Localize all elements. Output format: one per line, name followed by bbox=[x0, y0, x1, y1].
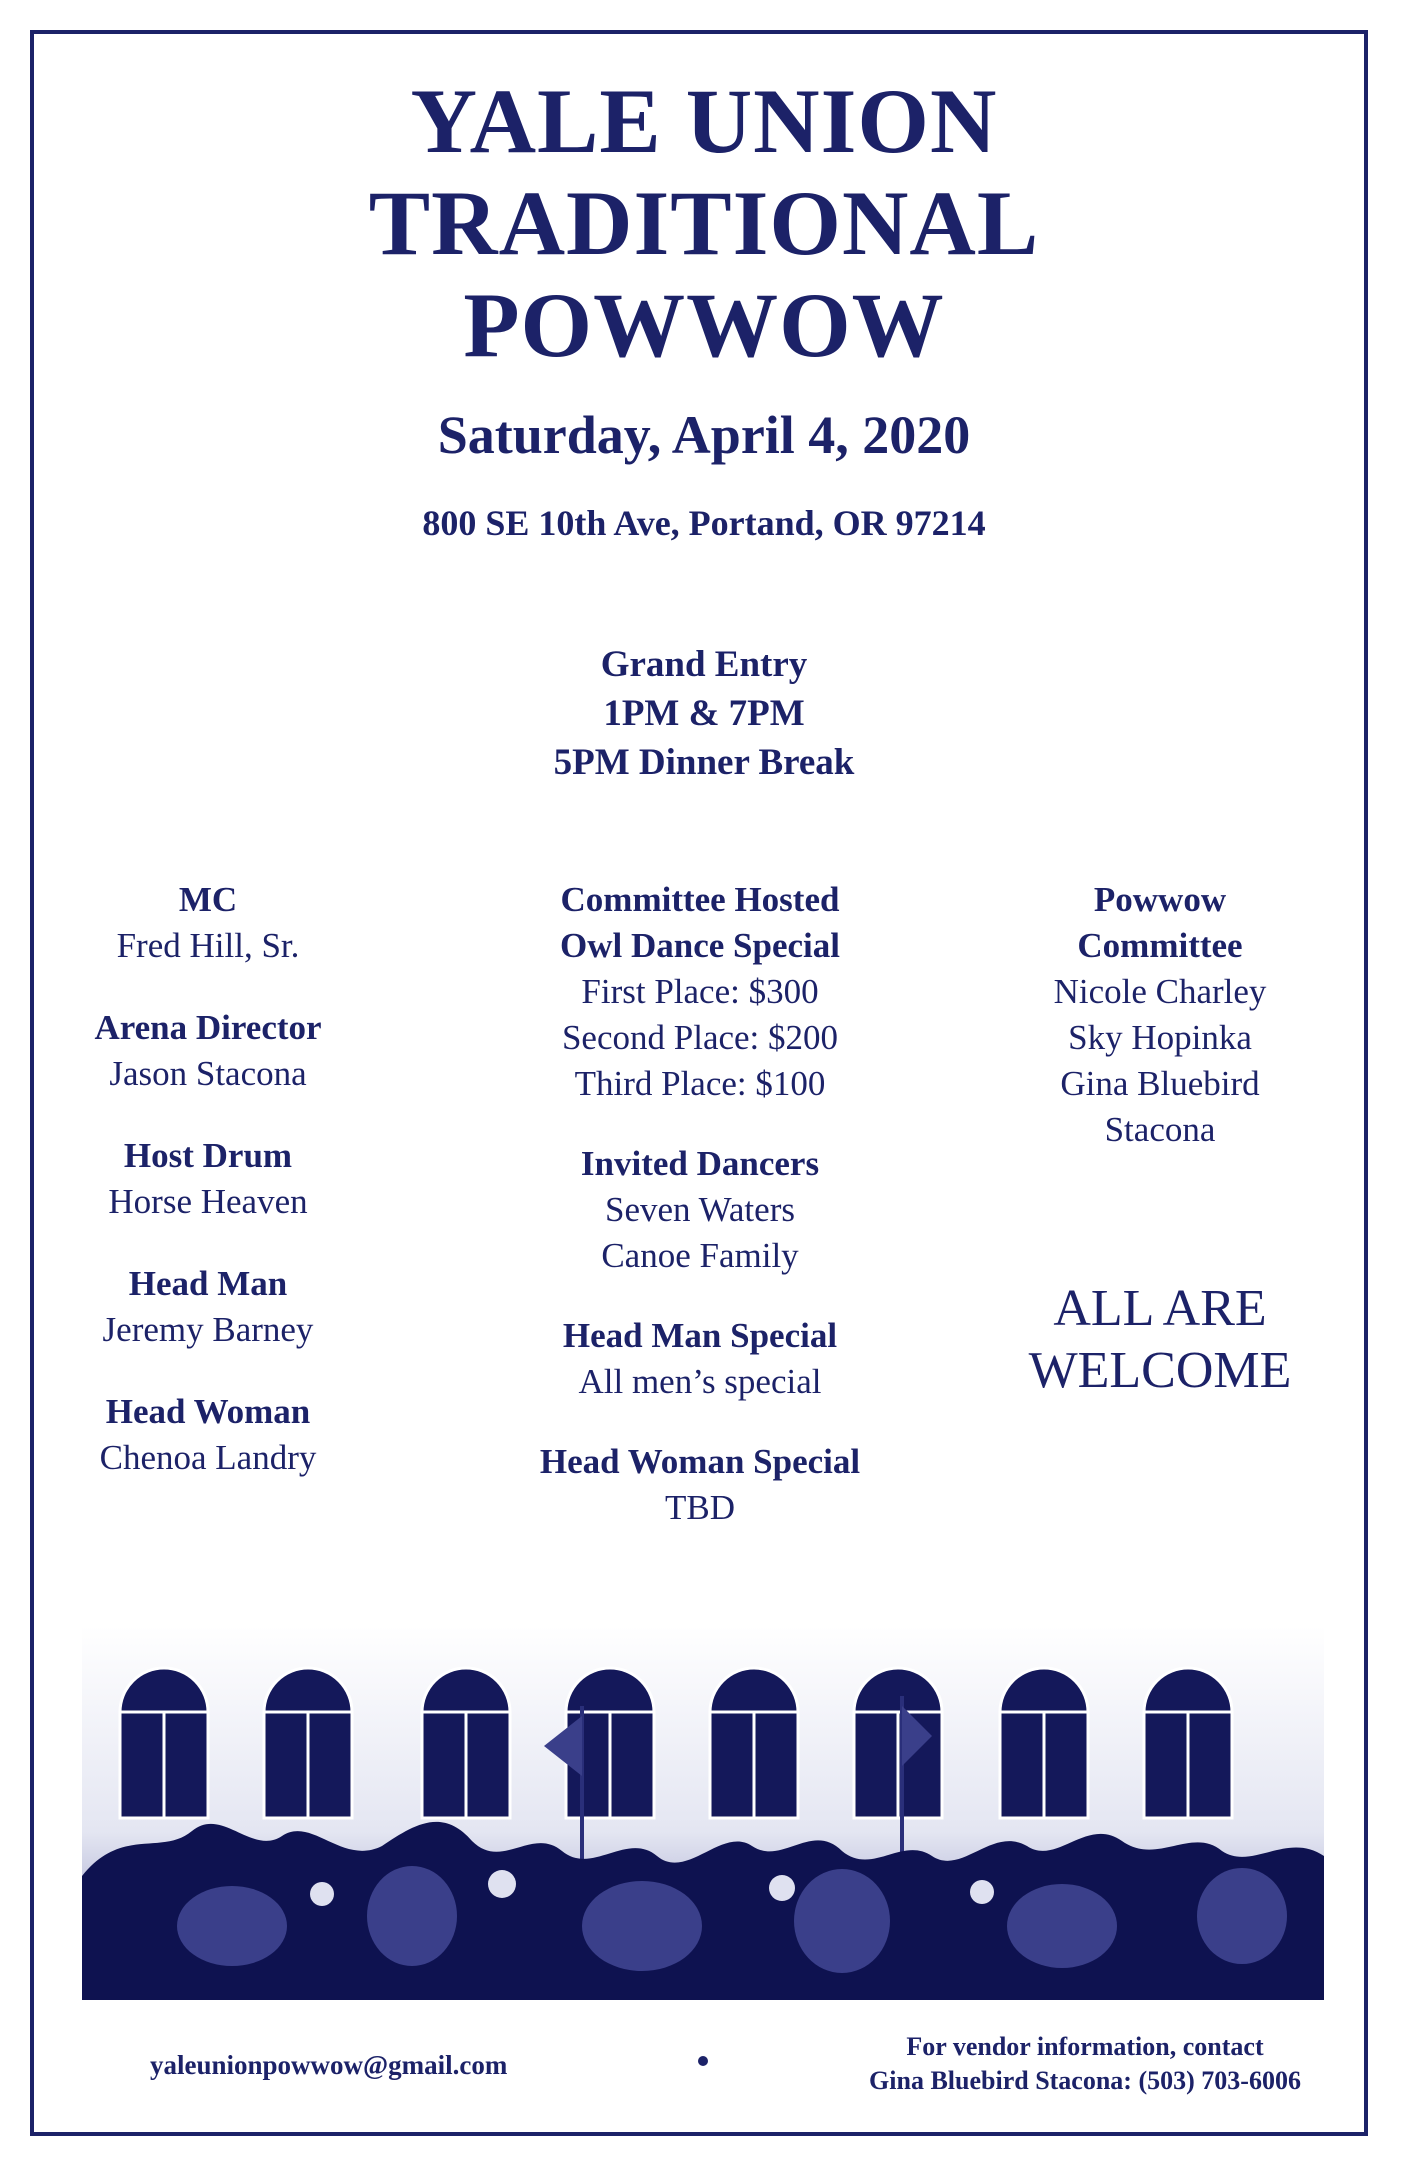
powwow-committee bbox=[990, 877, 1330, 1153]
role-name: Horse Heaven bbox=[108, 1182, 308, 1221]
role-name: Jeremy Barney bbox=[102, 1310, 314, 1349]
special-heading: Head Woman Special bbox=[539, 1442, 861, 1481]
photo-illustration bbox=[82, 1626, 1324, 2000]
special-heading: Head Man Special bbox=[562, 1316, 838, 1355]
role-heading: Host Drum bbox=[123, 1136, 293, 1175]
role-name: Jason Stacona bbox=[109, 1054, 307, 1093]
vendor-contact bbox=[840, 2030, 1330, 2098]
role-name: Fred Hill, Sr. bbox=[116, 926, 300, 965]
role-heading: MC bbox=[178, 880, 238, 919]
entry-line: 5PM Dinner Break bbox=[553, 742, 855, 783]
title-line: POWWOW bbox=[463, 274, 945, 376]
committee-heading: Powwow bbox=[1093, 880, 1227, 919]
vendor-line: For vendor information, contact bbox=[906, 2032, 1264, 2061]
special-heading: Invited Dancers bbox=[580, 1144, 820, 1183]
vendor-line: Gina Bluebird Stacona: (503) 703-6006 bbox=[869, 2066, 1301, 2095]
prize-line: First Place: $300 bbox=[581, 972, 819, 1011]
prize-line: Third Place: $100 bbox=[574, 1064, 826, 1103]
official-mc bbox=[40, 877, 376, 969]
special-heading: Owl Dance Special bbox=[560, 926, 840, 965]
prize-line: Second Place: $200 bbox=[561, 1018, 839, 1057]
title-line: TRADITIONAL bbox=[368, 172, 1040, 274]
official-head-man bbox=[40, 1261, 376, 1353]
contact-email[interactable]: yaleunionpowwow@gmail.com bbox=[150, 2050, 508, 2080]
role-name: Chenoa Landry bbox=[99, 1438, 317, 1477]
grand-entry-info bbox=[0, 640, 1408, 787]
invited-dancers bbox=[480, 1141, 920, 1279]
committee-member: Stacona bbox=[1104, 1110, 1216, 1149]
powwow-dancers-photo bbox=[82, 1626, 1324, 2000]
committee-column bbox=[990, 877, 1330, 1189]
committee-member: Gina Bluebird bbox=[1060, 1064, 1260, 1103]
special-detail: TBD bbox=[665, 1488, 735, 1527]
official-host-drum bbox=[40, 1133, 376, 1225]
committee-member: Nicole Charley bbox=[1053, 972, 1267, 1011]
event-date: Saturday, April 4, 2020 bbox=[437, 405, 971, 465]
dancer-line: Canoe Family bbox=[601, 1236, 799, 1275]
bullet-separator bbox=[698, 2056, 708, 2066]
welcome-line: WELCOME bbox=[1028, 1342, 1292, 1399]
special-owl-dance bbox=[480, 877, 920, 1107]
role-heading: Head Man bbox=[128, 1264, 288, 1303]
title-line: YALE UNION bbox=[410, 70, 998, 172]
official-head-woman bbox=[40, 1389, 376, 1481]
role-heading: Arena Director bbox=[94, 1008, 322, 1047]
official-arena-director bbox=[40, 1005, 376, 1097]
specials-column bbox=[480, 877, 920, 1565]
committee-member: Sky Hopinka bbox=[1068, 1018, 1252, 1057]
special-head-woman bbox=[480, 1439, 920, 1531]
committee-heading: Committee bbox=[1077, 926, 1243, 965]
special-detail: All men’s special bbox=[578, 1362, 822, 1401]
dancer-line: Seven Waters bbox=[605, 1190, 795, 1229]
entry-line: Grand Entry bbox=[600, 644, 808, 685]
welcome-message bbox=[990, 1278, 1330, 1402]
officials-column bbox=[40, 877, 376, 1517]
special-head-man bbox=[480, 1313, 920, 1405]
event-address: 800 SE 10th Ave, Portand, OR 97214 bbox=[422, 503, 986, 543]
role-heading: Head Woman bbox=[105, 1392, 311, 1431]
special-heading: Committee Hosted bbox=[560, 880, 840, 919]
poster-title bbox=[0, 70, 1408, 376]
welcome-line: ALL ARE bbox=[1053, 1280, 1267, 1337]
entry-line: 1PM & 7PM bbox=[603, 693, 805, 734]
